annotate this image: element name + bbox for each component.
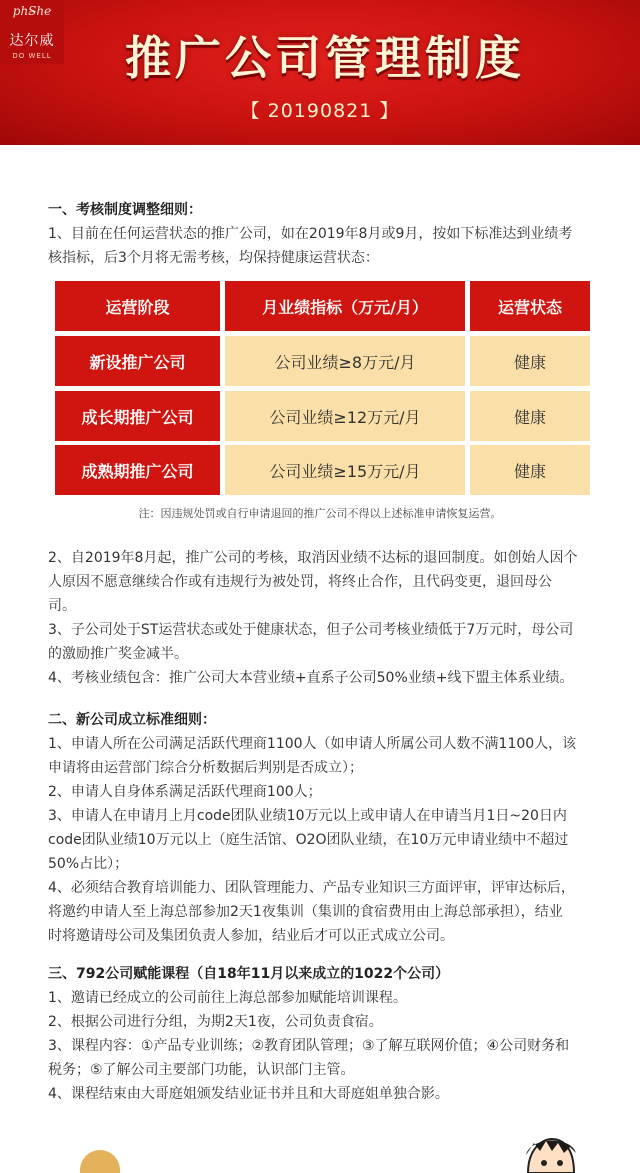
section-1-p1-line2: 核指标，后3个月将无需考核，均保持健康运营状态： — [48, 250, 379, 266]
table-header-cell: 运营阶段 — [55, 281, 220, 331]
table-cell-target: 公司业绩≥12万元/月 — [225, 391, 465, 441]
section-2-line: 1、申请人所在公司满足活跃代理商1100人（如申请人所属公司人数不满1100人，该 — [48, 736, 577, 752]
section-3-line: 3、课程内容：①产品专业训练；②教育团队管理；③了解互联网价值；④公司财务和 — [48, 1038, 570, 1054]
table-row — [55, 445, 590, 495]
gold-ingot-icon — [80, 1150, 120, 1173]
table-cell-stage: 新设推广公司 — [55, 336, 220, 386]
section-1-p1-line1: 1、目前在任何运营状态的推广公司，如在2019年8月或9月，按如下标准达到业绩考 — [48, 226, 573, 242]
page-title: 推广公司管理制度 — [125, 31, 525, 85]
section-1-p2-line1: 2、自2019年8月起，推广公司的考核，取消因业绩不达标的退回制度。如创始人因个 — [48, 550, 578, 566]
section-3-line: 1、邀请已经成立的公司前往上海总部参加赋能培训课程。 — [48, 990, 407, 1006]
table-cell-target: 公司业绩≥15万元/月 — [225, 445, 465, 495]
logo-sub-text: DO WELL — [12, 52, 52, 60]
brand-logo — [0, 0, 64, 64]
section-3-line: 2、根据公司进行分组，为期2天1夜，公司负责食宿。 — [48, 1014, 383, 1030]
section-2-line: 将邀约申请人至上海总部参加2天1夜集训（集训的食宿费用由上海总部承担），结业 — [48, 904, 563, 920]
section-2-line: 申请将由运营部门综合分析数据后判别是否成立）； — [48, 760, 363, 776]
section-1-p2-line2: 人原因不愿意继续合作或有违规行为被处罚，将终止合作，且代码变更，退回母公 — [48, 574, 552, 590]
section-1-title: 一、考核制度调整细则： — [48, 202, 202, 218]
section-1-p2-line3: 司。 — [48, 598, 76, 614]
section-1-p4-line1: 4、考核业绩包含：推广公司大本营业绩+直系子公司50%业绩+线下盟主体系业绩。 — [48, 670, 574, 686]
table-cell-stage: 成熟期推广公司 — [55, 445, 220, 495]
section-2-title: 二、新公司成立标准细则： — [48, 712, 216, 728]
assessment-table — [55, 281, 590, 495]
section-2-line: 时将邀请母公司及集团负责人参加，结业后才可以正式成立公司。 — [48, 928, 454, 944]
section-2-line: 2、申请人自身体系满足活跃代理商100人； — [48, 784, 322, 800]
logo-zh-text: 达尔威 — [9, 33, 55, 49]
table-header-cell: 运营状态 — [470, 281, 590, 331]
header-banner — [0, 0, 640, 145]
section-3 — [48, 962, 608, 1106]
table-note: 注：因违规处罚或自行申请退回的推广公司不得以上述标准申请恢复运营。 — [138, 507, 502, 520]
logo-en-text: phS̶he — [12, 4, 52, 18]
section-3-title: 三、792公司赋能课程（自18年11月以来成立的1022个公司） — [48, 966, 450, 982]
table-cell-status: 健康 — [470, 336, 590, 386]
section-3-line: 税务；⑤了解公司主要部门功能，认识部门主管。 — [48, 1062, 355, 1078]
table-row — [55, 336, 590, 386]
table-header-cell: 月业绩指标（万元/月） — [225, 281, 465, 331]
table-row — [55, 391, 590, 441]
cartoon-face-icon — [520, 1135, 580, 1173]
section-2-line: 4、必须结合教育培训能力、团队管理能力、产品专业知识三方面评审，评审达标后， — [48, 880, 575, 896]
table-cell-status: 健康 — [470, 391, 590, 441]
document-date: 【 20190821 】 — [240, 100, 400, 122]
section-1-p3-line1: 3、子公司处于ST运营状态或处于健康状态，但子公司考核业绩低于7万元时，母公司 — [48, 622, 574, 638]
table-cell-stage: 成长期推广公司 — [55, 391, 220, 441]
section-2-line: 3、申请人在申请月上月code团队业绩10万元以上或申请人在申请当月1日~20日内 — [48, 808, 567, 824]
table-header-row — [55, 281, 590, 331]
table-cell-target: 公司业绩≥8万元/月 — [225, 336, 465, 386]
section-3-line: 4、课程结束由大哥庭姐颁发结业证书并且和大哥庭姐单独合影。 — [48, 1086, 449, 1102]
table-cell-status: 健康 — [470, 445, 590, 495]
section-1-p3-line2: 的激励推广奖金减半。 — [48, 646, 188, 662]
section-1 — [48, 198, 608, 270]
section-2-line: code团队业绩10万元以上（庭生活馆、O2O团队业绩，在10万元申请业绩中不超过 — [48, 832, 569, 848]
section-2-line: 50%占比）； — [48, 856, 129, 872]
section-1-continued — [48, 546, 608, 690]
section-2 — [48, 708, 608, 948]
